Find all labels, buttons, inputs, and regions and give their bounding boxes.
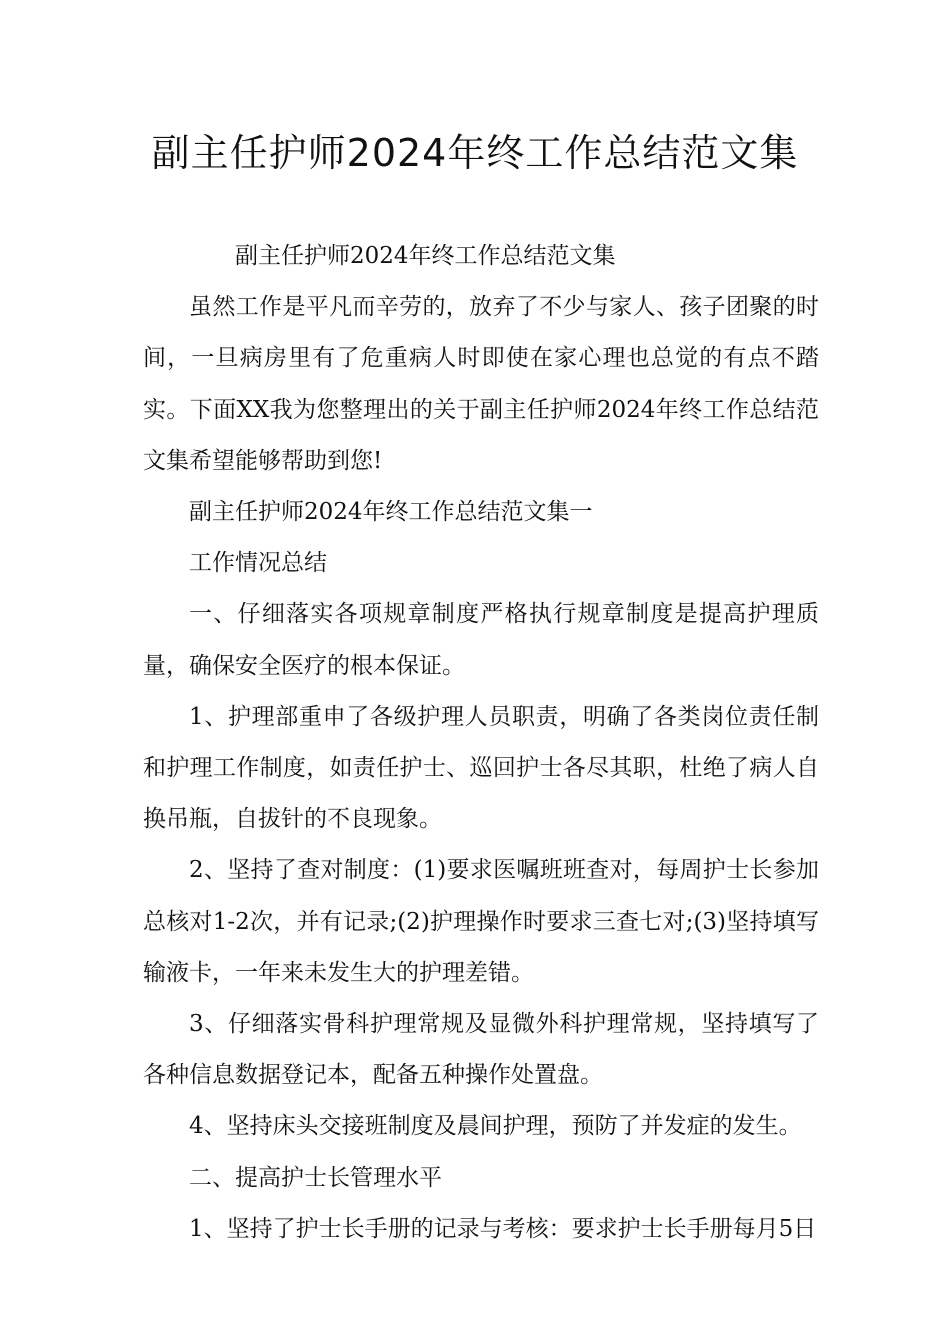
section-heading: 副主任护师2024年终工作总结范文集一 xyxy=(189,499,593,526)
body-paragraph: 2、坚持了查对制度：(1)要求医嘱班班查对，每周护士长参加总核对1-2次，并有记录;(2)护理操作时要求三查七对;(3)坚持填写输液卡，一年来未发生大的护理差错。 xyxy=(143,857,819,986)
document-body xyxy=(143,231,819,1255)
body-paragraph: 一、仔细落实各项规章制度严格执行规章制度是提高护理质量，确保安全医疗的根本保证。 xyxy=(143,601,819,679)
body-paragraph: 1、护理部重申了各级护理人员职责，明确了各类岗位责任制和护理工作制度，如责任护士、巡回护士各尽其职，杜绝了病人自换吊瓶，自拔针的不良现象。 xyxy=(143,703,819,833)
body-paragraph: 3、仔细落实骨科护理常规及显微外科护理常规，坚持填写了各种信息数据登记本，配备五种操作处置盘。 xyxy=(143,1011,819,1089)
body-paragraph: 4、坚持床头交接班制度及晨间护理，预防了并发症的发生。 xyxy=(189,1113,802,1140)
document-title: 副主任护师2024年终工作总结范文集 xyxy=(151,131,799,175)
intro-paragraph: 虽然工作是平凡而辛劳的，放弃了不少与家人、孩子团聚的时间，一旦病房里有了危重病人时即使在家心理也总觉的有点不踏实。下面XX我为您整理出的关于副主任护师2024年终工作总结范文集希望能够帮助到您! xyxy=(143,294,819,474)
section-subheading: 工作情况总结 xyxy=(189,550,327,577)
section-subheading: 二、提高护士长管理水平 xyxy=(189,1164,442,1191)
body-paragraph: 1、坚持了护士长手册的记录与考核：要求护士长手册每月5日 xyxy=(189,1215,817,1242)
subtitle-paragraph: 副主任护师2024年终工作总结范文集 xyxy=(235,243,616,269)
